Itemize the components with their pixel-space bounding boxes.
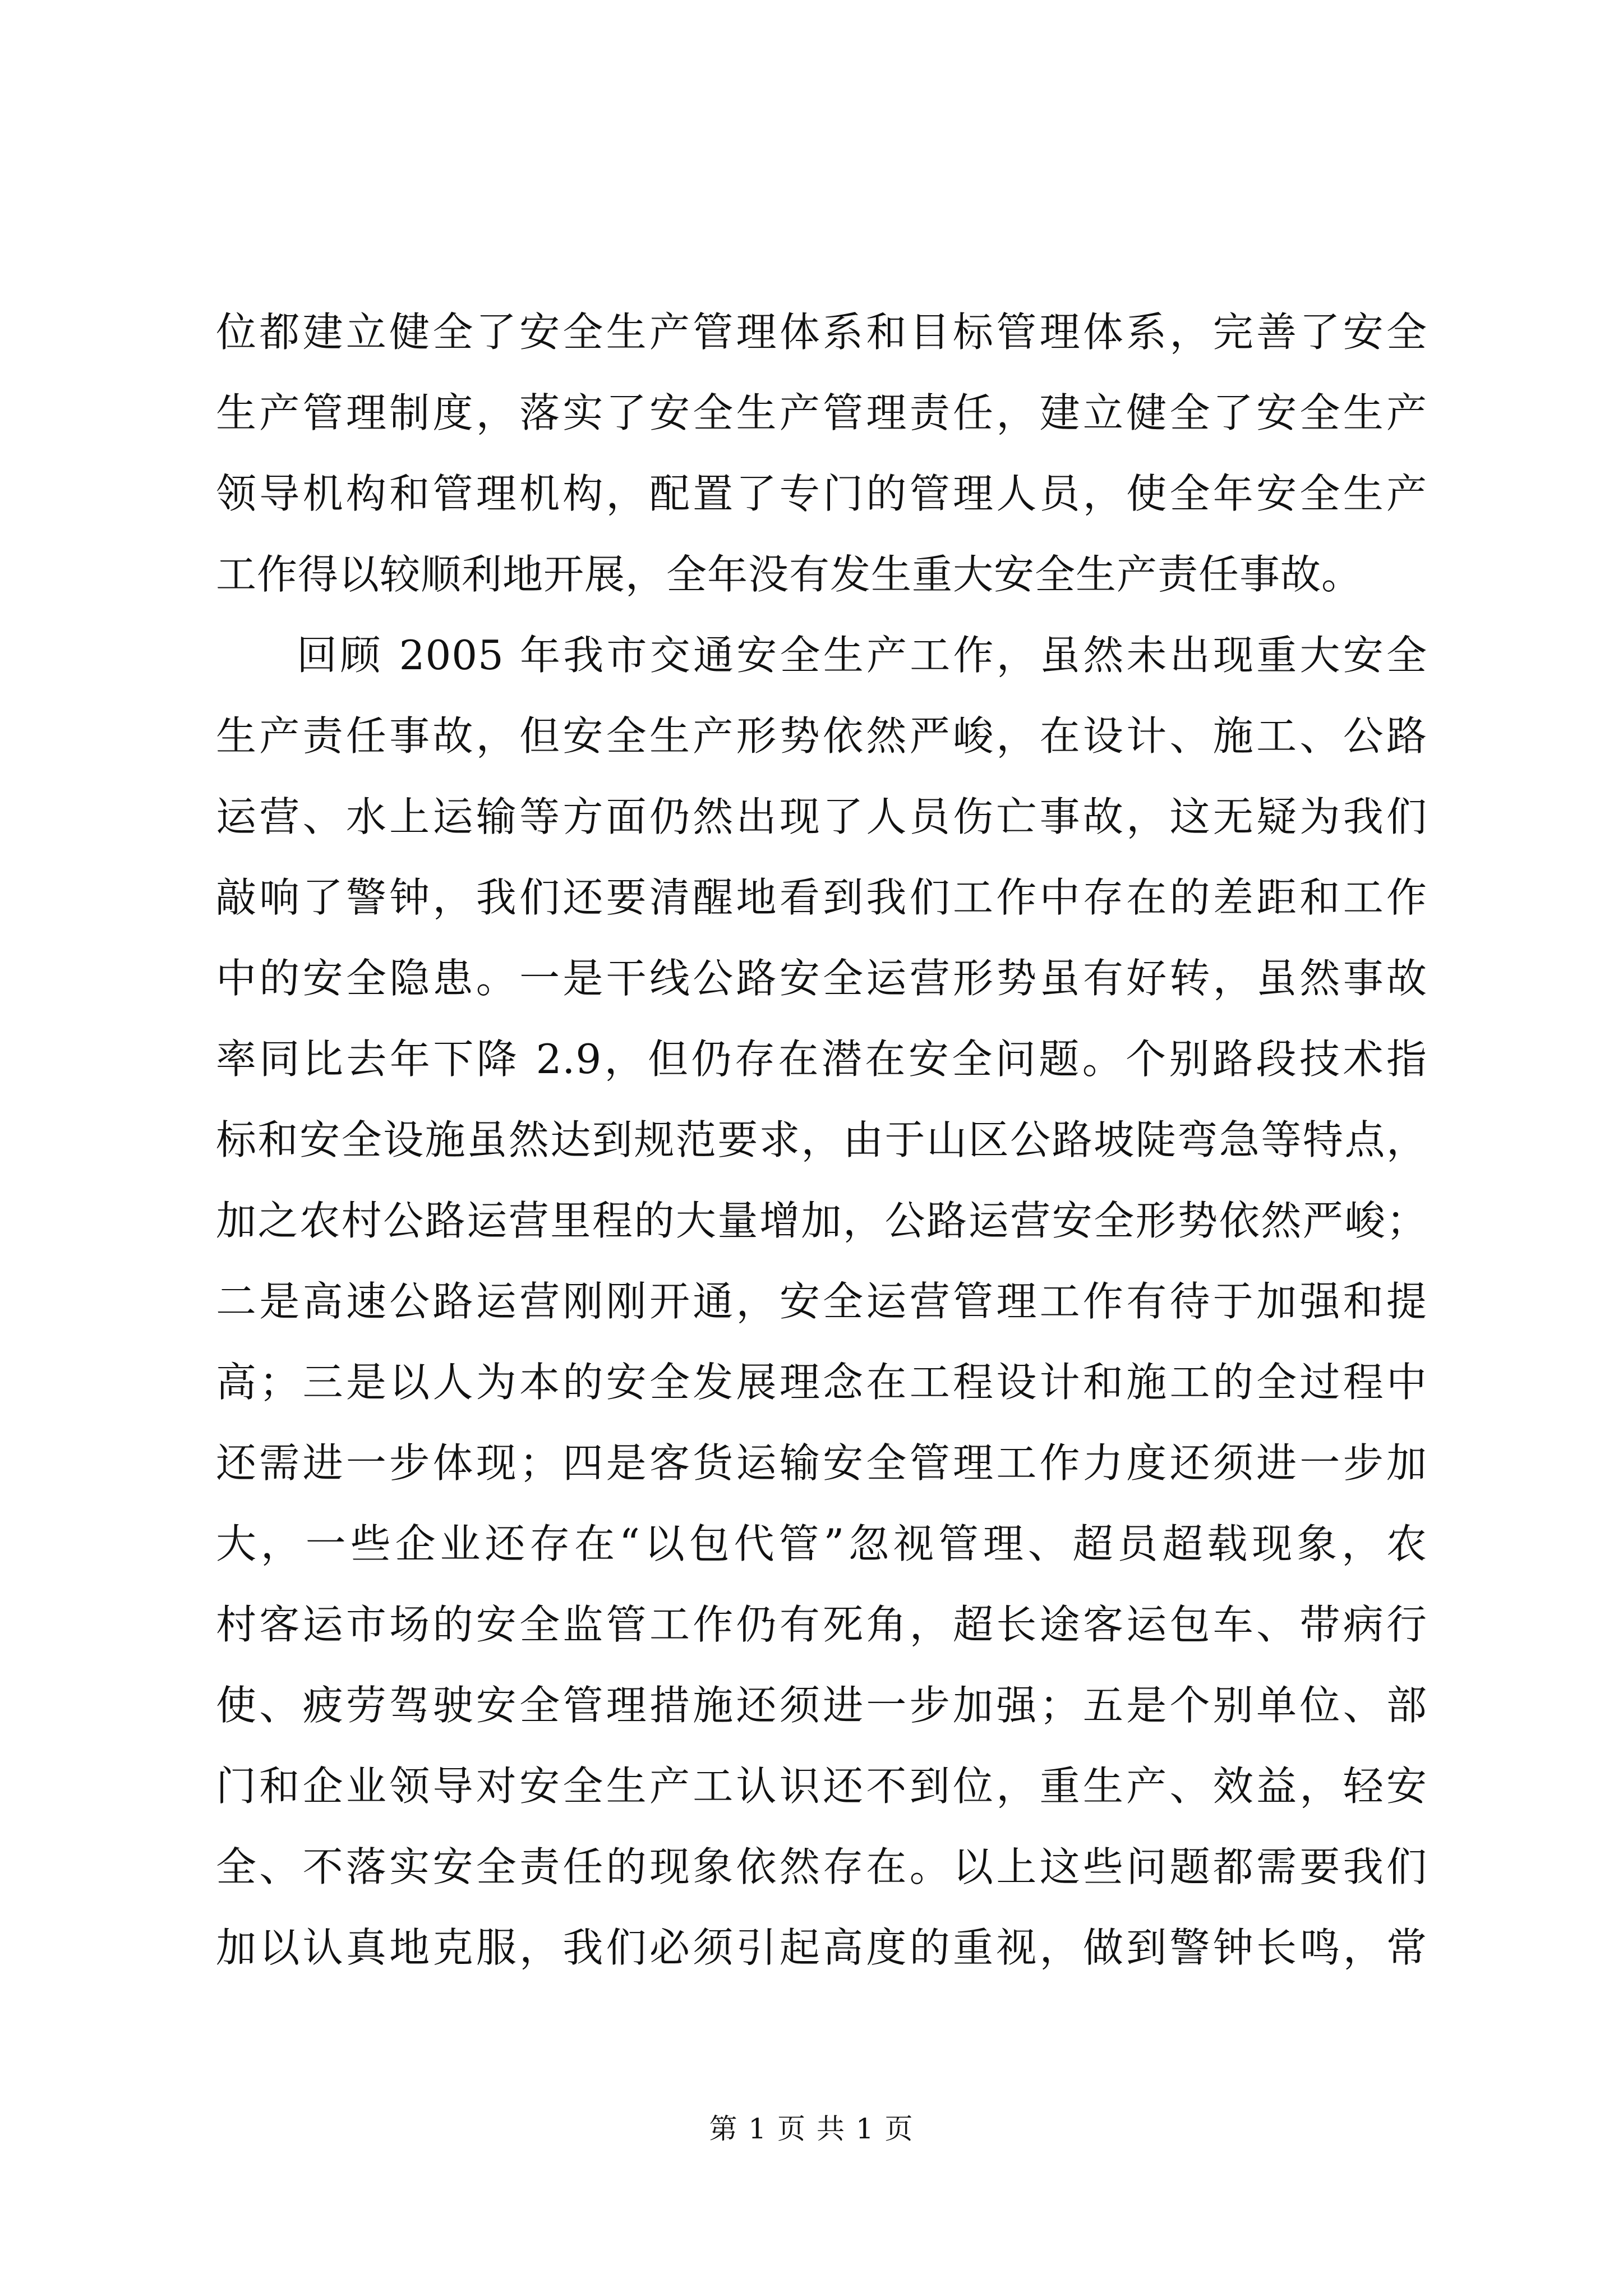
paragraph-1: [216, 292, 1427, 615]
page-footer: [0, 2112, 1623, 2146]
text-line: 回顾 2005 年我市交通安全生产工作，虽然未出现重大安全: [297, 632, 1427, 679]
text-line: 门和企业领导对安全生产工认识还不到位，重生产、效益，轻安: [216, 1763, 1427, 1810]
body-text: [216, 292, 1427, 1988]
page-number-label: 第 1 页 共 1 页: [709, 2113, 914, 2145]
text-line: 标和安全设施虽然达到规范要求，由于山区公路坡陡弯急等特点，: [216, 1116, 1427, 1163]
text-line: 生产管理制度，落实了安全生产管理责任，建立健全了安全生产: [216, 389, 1427, 436]
text-line: 运营、水上运输等方面仍然出现了人员伤亡事故，这无疑为我们: [216, 793, 1427, 840]
text-line: 工作得以较顺利地开展，全年没有发生重大安全生产责任事故。: [216, 551, 1363, 598]
paragraph-2: [216, 615, 1427, 1988]
text-line: 大，一些企业还存在“以包代管”忽视管理、超员超载现象，农: [216, 1520, 1427, 1567]
text-line: 领导机构和管理机构，配置了专门的管理人员，使全年安全生产: [216, 470, 1427, 517]
text-line: 生产责任事故，但安全生产形势依然严峻，在设计、施工、公路: [216, 712, 1427, 760]
text-line: 加以认真地克服，我们必须引起高度的重视，做到警钟长鸣，常: [216, 1924, 1427, 1971]
text-line: 中的安全隐患。一是干线公路安全运营形势虽有好转，虽然事故: [216, 955, 1427, 1002]
text-line: 二是高速公路运营刚刚开通，安全运营管理工作有待于加强和提: [216, 1278, 1427, 1325]
text-line: 使、疲劳驾驶安全管理措施还须进一步加强；五是个别单位、部: [216, 1682, 1427, 1729]
text-line: 还需进一步体现；四是客货运输安全管理工作力度还须进一步加: [216, 1439, 1427, 1487]
text-line: 率同比去年下降 2.9，但仍存在潜在安全问题。个别路段技术指: [216, 1036, 1427, 1083]
text-line: 敲响了警钟，我们还要清醒地看到我们工作中存在的差距和工作: [216, 874, 1427, 921]
text-line: 全、不落实安全责任的现象依然存在。以上这些问题都需要我们: [216, 1843, 1427, 1890]
text-line: 位都建立健全了安全生产管理体系和目标管理体系，完善了安全: [216, 309, 1427, 356]
text-line: 高；三是以人为本的安全发展理念在工程设计和施工的全过程中: [216, 1359, 1427, 1406]
text-line: 村客运市场的安全监管工作仍有死角，超长途客运包车、带病行: [216, 1601, 1427, 1648]
text-line: 加之农村公路运营里程的大量增加，公路运营安全形势依然严峻；: [216, 1197, 1427, 1244]
